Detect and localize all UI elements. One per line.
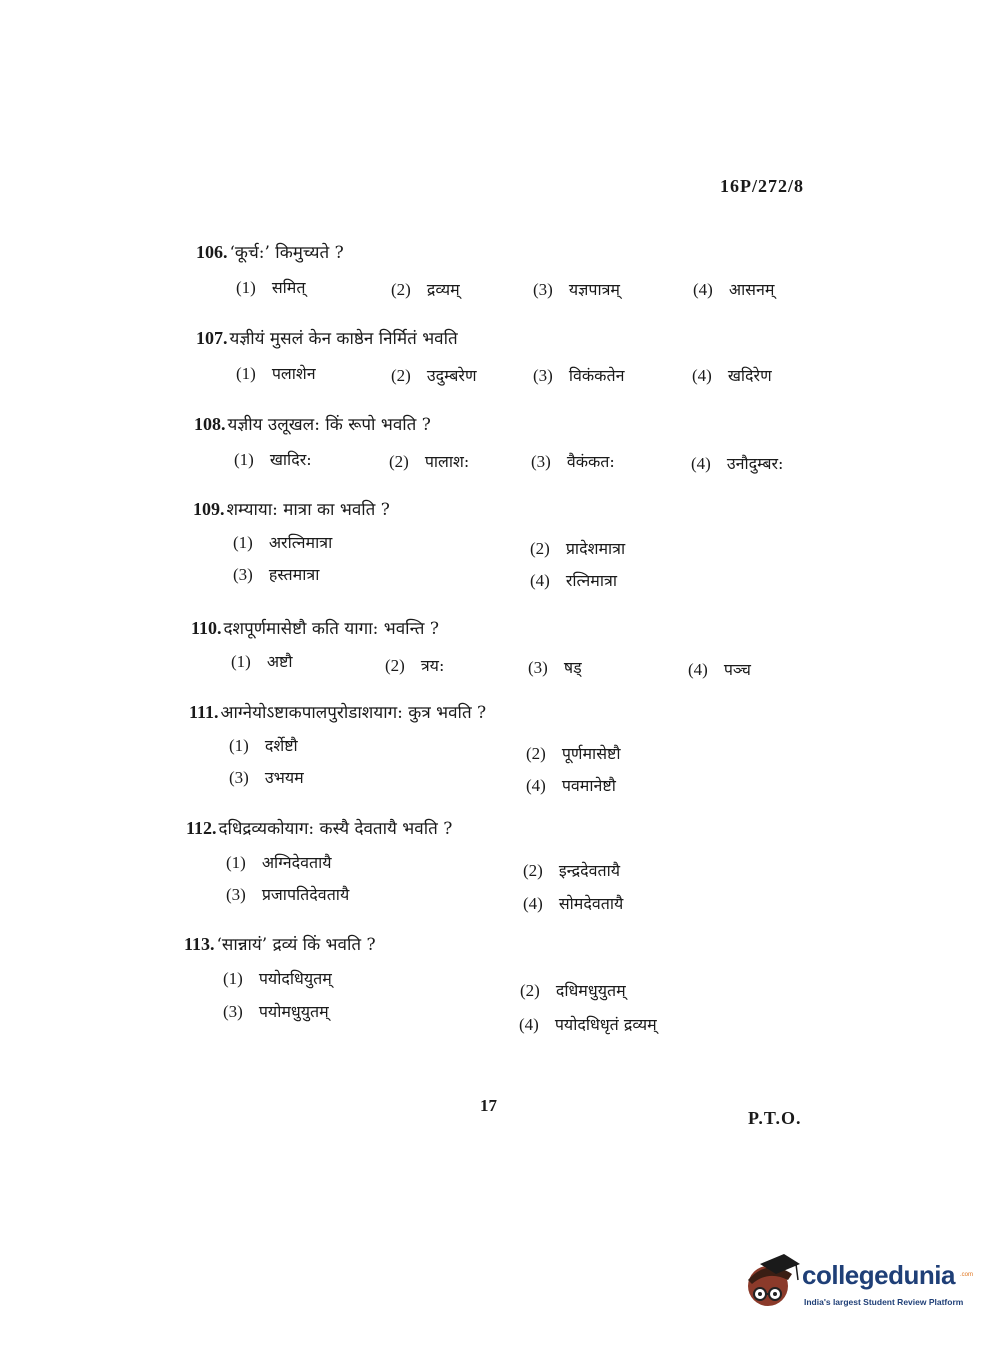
question-number: 108. (194, 414, 226, 434)
option-4: (4) रत्निमात्रा (530, 571, 617, 590)
question-text: यज्ञीयं मुसलं केन काष्ठेन निर्मितं भवति (229, 329, 458, 349)
question-111 (0, 700, 1001, 795)
question-text: ‘सान्नायं’ द्रव्यं किं भवति ? (216, 935, 376, 955)
option-2: (2) त्रय: (385, 656, 445, 675)
option-3: (3) उभयम (229, 768, 304, 787)
option-4: (4) पयोदधिधृतं द्रव्यम् (519, 1015, 657, 1034)
option-3: (3) वैकंकत: (531, 452, 615, 471)
brand-suffix: .com (960, 1272, 974, 1278)
option-2: (2) दधिमधुयुतम् (520, 981, 626, 1000)
option-4: (4) पवमानेष्टौ (526, 776, 616, 795)
question-number: 112. (186, 818, 217, 838)
option-3: (3) प्रजापतिदेवतायै (226, 885, 350, 904)
option-2: (2) पूर्णमासेष्टौ (526, 744, 621, 763)
pto-label: P.T.O. (748, 1108, 802, 1128)
page-code: 16P/272/8 (720, 176, 804, 196)
option-2: (2) उदुम्बरेण (391, 366, 477, 385)
option-2: (2) पालाश: (389, 452, 470, 471)
question-number: 107. (196, 328, 228, 348)
question-109 (0, 497, 1001, 590)
collegedunia-logo (742, 1250, 972, 1316)
option-4: (4) खदिरेण (692, 366, 772, 385)
question-number: 106. (196, 242, 228, 262)
option-3: (3) षड् (528, 658, 582, 677)
question-text: दधिद्रव्यकोयाग: कस्यै देवतायै भवति ? (218, 819, 453, 839)
question-106 (0, 240, 1001, 320)
question-113 (0, 932, 1001, 1034)
option-3: (3) पयोमधुयुतम् (223, 1002, 329, 1021)
brand-name: collegedunia (802, 1260, 955, 1290)
option-2: (2) प्रादेशमात्रा (530, 539, 626, 558)
question-text: यज्ञीय उलूखल: किं रूपो भवति ? (227, 415, 431, 435)
question-number: 110. (191, 618, 222, 638)
option-1: (1) पलाशेन (236, 364, 316, 383)
option-4: (4) उनौदुम्बर: (691, 454, 784, 473)
option-2: (2) द्रव्यम् (391, 280, 460, 299)
option-4: (4) सोमदेवतायै (523, 894, 624, 913)
option-2: (2) इन्द्रदेवतायै (523, 861, 621, 880)
option-1: (1) पयोदधियुतम् (223, 969, 332, 988)
question-text: आग्नेयोऽष्टाकपालपुरोडाशयाग: कुत्र भवति ? (220, 703, 487, 723)
option-1: (1) अरत्निमात्रा (233, 533, 333, 552)
option-4: (4) पञ्च (688, 660, 751, 679)
option-1: (1) समित् (236, 278, 306, 297)
page-number: 17 (480, 1096, 497, 1115)
option-1: (1) अष्टौ (231, 652, 293, 671)
question-number: 113. (184, 934, 215, 954)
question-number: 111. (189, 702, 219, 722)
question-text: ‘कूर्च:’ किमुच्यते ? (229, 243, 344, 263)
option-1: (1) दर्शेष्टौ (229, 736, 298, 755)
question-110 (0, 616, 1001, 696)
option-1: (1) खादिर: (234, 450, 312, 469)
brand-tagline: India's largest Student Review Platform (804, 1297, 964, 1307)
question-112 (0, 816, 1001, 913)
question-text: शम्याया: मात्रा का भवति ? (226, 500, 390, 520)
option-1: (1) अग्निदेवतायै (226, 853, 332, 872)
question-108 (0, 412, 1001, 492)
option-3: (3) हस्तमात्रा (233, 565, 320, 584)
option-3: (3) यज्ञपात्रम् (533, 280, 620, 299)
option-4: (4) आसनम् (693, 280, 775, 299)
question-text: दशपूर्णमासेष्टौ कति यागा: भवन्ति ? (223, 619, 440, 639)
question-number: 109. (193, 499, 225, 519)
question-107 (0, 326, 1001, 406)
option-3: (3) विकंकतेन (533, 366, 625, 385)
mascot-icon (742, 1250, 802, 1316)
